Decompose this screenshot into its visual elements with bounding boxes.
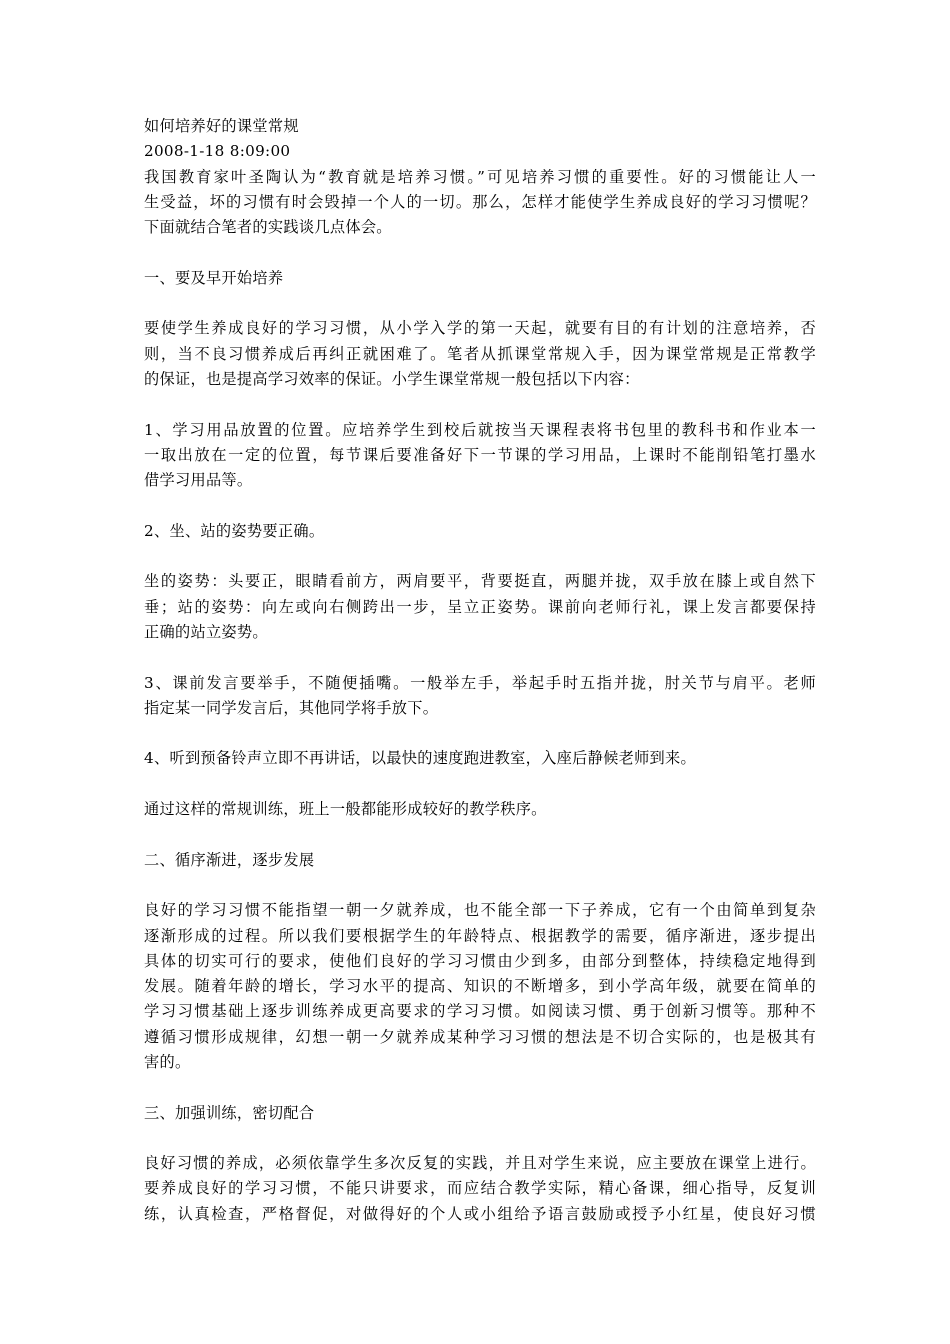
item3-line: 3、课前发言要举手，不随便插嘴。一般举左手，举起手时五指并拢，肘关节与肩平。老师 [144,673,816,692]
item1-paragraph [144,418,816,494]
posture-line: 正确的站立姿势。 [144,622,268,641]
section2-line: 良好的学习习惯不能指望一朝一夕就养成，也不能全部一下子养成，它有一个由简单到复杂 [144,901,816,920]
section2-heading: 二、循序渐进，逐步发展 [144,850,315,869]
document-page [144,114,816,1227]
section1-paragraph [144,316,816,392]
item3-paragraph [144,671,816,722]
item3-line: 指定某一同学发言后，其他同学将手放下。 [144,698,439,717]
item1-line: 一取出放在一定的位置，每节课后要准备好下一节课的学习用品，上课时不能削铅笔打墨水 [144,445,816,464]
section2-paragraph [144,898,816,1075]
section3-heading: 三、加强训练，密切配合 [144,1103,315,1122]
section2-line: 害的。 [144,1052,191,1071]
section2-line: 具体的切实可行的要求，使他们良好的学习习惯由少到多，由部分到整体，持续稳定地得到 [144,951,816,970]
intro-line: 我国教育家叶圣陶认为“教育就是培养习惯。”可见培养习惯的重要性。好的习惯能让人一 [144,167,816,186]
posture-line: 垂；站的姿势：向左或向右侧跨出一步，呈立正姿势。课前向老师行礼，课上发言都要保持 [144,597,816,616]
document-title: 如何培养好的课堂常规 [144,117,299,135]
intro-line: 生受益，坏的习惯有时会毁掉一个人的一切。那么，怎样才能使学生养成良好的学习习惯呢？ [144,192,816,211]
section1-line: 则，当不良习惯养成后再纠正就困难了。笔者从抓课堂常规入手，因为课堂常规是正常教学 [144,344,816,363]
item4-text: 4、听到预备铃声立即不再讲话，以最快的速度跑进教室，入座后静候老师到来。 [144,749,697,768]
item2-text: 2、坐、站的姿势要正确。 [144,521,325,540]
section2-line: 发展。随着年龄的增长，学习水平的提高、知识的不断增多，到小学高年级，就要在简单的 [144,977,816,996]
intro-paragraph [144,165,816,241]
posture-line: 坐的姿势：头要正，眼睛看前方，两肩要平，背要挺直，两腿并拢，双手放在膝上或自然下 [144,572,816,591]
summary-text: 通过这样的常规训练，班上一般都能形成较好的教学秩序。 [144,800,547,819]
item1-line: 1、学习用品放置的位置。应培养学生到校后就按当天课程表将书包里的教科书和作业本一 [144,420,816,439]
section1-line: 要使学生养成良好的学习习惯，从小学入学的第一天起，就要有目的有计划的注意培养，否 [144,319,816,338]
section3-line: 要养成良好的学习习惯，不能只讲要求，而应结合教学实际，精心备课，细心指导，反复训 [144,1179,816,1198]
section3-line: 良好习惯的养成，必须依靠学生多次反复的实践，并且对学生来说，应主要放在课堂上进行。 [144,1154,816,1173]
section2-line: 逐渐形成的过程。所以我们要根据学生的年龄特点、根据教学的需要，循序渐进，逐步提出 [144,926,816,945]
intro-line: 下面就结合笔者的实践谈几点体会。 [144,218,392,237]
section2-line: 遵循习惯形成规律，幻想一朝一夕就养成某种学习习惯的想法是不切合实际的，也是极其有 [144,1027,816,1046]
posture-paragraph [144,569,816,645]
section1-heading: 一、要及早开始培养 [144,268,284,287]
document-date: 2008-1-18 8:09:00 [144,142,291,161]
section3-paragraph [144,1151,816,1227]
section1-line: 的保证，也是提高学习效率的保证。小学生课堂常规一般包括以下内容： [144,369,640,388]
item1-line: 借学习用品等。 [144,471,253,490]
section3-line: 练，认真检查，严格督促，对做得好的个人或小组给予语言鼓励或授予小红星，使良好习惯 [144,1204,816,1223]
section2-line: 学习习惯基础上逐步训练养成更高要求的学习习惯。如阅读习惯、勇于创新习惯等。那种不 [144,1002,816,1021]
